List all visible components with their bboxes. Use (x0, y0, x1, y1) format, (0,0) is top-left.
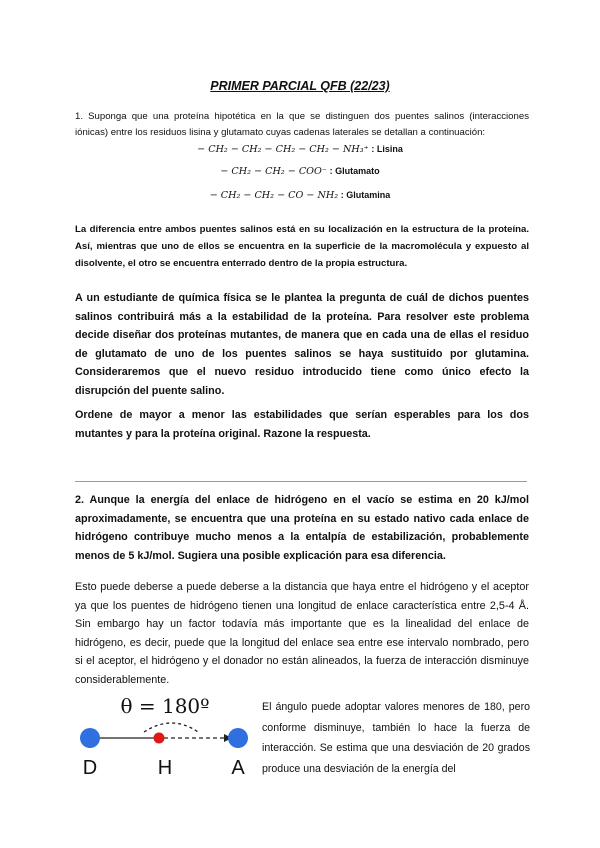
angle-arc (144, 723, 198, 732)
formula-glutamina-label: : Glutamina (340, 190, 391, 200)
hydrogen-bond-svg (72, 688, 262, 808)
label-a: A (231, 757, 245, 779)
q2-answer: Esto puede deberse a puede deberse a la distancia que haya entre el hidrógeno y el aceptor ya que los puentes de hidrógeno tienen una longitud de enlace característica entre 2,5-4 Å. Sin embargo hay un factor todavía más importante que es la linealidad del enlace de hidrógeno, es decir, puede que la longitud del enlace sea entre ese intervalo nombrado, pero si el aceptor, el hidrógeno y el donador no están alineados, la fuerza de interacción disminuye considerablemente. (75, 581, 529, 686)
page-title: PRIMER PARCIAL QFB (22/23) (210, 79, 390, 93)
label-h: H (157, 757, 173, 779)
formula-lisina (150, 144, 450, 155)
formula-glutamina-text: − CH₂ − CH₂ − CO − NH₂ (209, 190, 339, 201)
hydrogen-atom (154, 733, 165, 744)
formula-glutamina (150, 190, 450, 201)
formula-lisina-label: : Lisina (371, 144, 403, 154)
q1-intro: 1. Suponga que una proteína hipotética en la que se distinguen dos puentes salinos (interacciones iónicas) entre los residuos lisina y glutamato cuyas cadenas laterales se detallan a continuación: (75, 111, 529, 138)
q1-paragraph-3: Ordene de mayor a menor las estabilidades que serían esperables para los dos mutantes y para la proteína original. Razone la respuesta. (75, 409, 529, 440)
formula-glutamato-text: − CH₂ − CH₂ − COO⁻ (220, 166, 327, 177)
formula-glutamato-label: : Glutamato (329, 166, 380, 176)
q1-paragraph-2: A un estudiante de química física se le plantea la pregunta de cuál de dichos puentes salinos contribuirá más a la estabilidad de la proteína. Para resolver este problema decide diseñar dos proteínas mutantes, de manera que en cada una de ellas el residuo de glutamato de uno de los puentes salinos se haya sustituido por glutamina. Consideraremos que el nuevo residuo introducido tiene como único efecto la disrupción del puente salino. (75, 292, 529, 397)
angle-label: θ = 180º (120, 694, 210, 718)
q2-question: 2. Aunque la energía del enlace de hidrógeno en el vacío se estima en 20 kJ/mol aproximadamente, se encuentra que una proteína en su estado nativo cada enlace de hidrógeno contribuye mucho menos a la entalpía de estabilización, probablemente menos de 5 kJ/mol. Sugiera una posible explicación para esa diferencia. (75, 494, 529, 562)
section-divider (75, 481, 527, 482)
formula-lisina-text: − CH₂ − CH₂ − CH₂ − CH₂ − NH₃⁺ (197, 144, 369, 155)
hydrogen-bond-diagram (72, 688, 262, 808)
formula-glutamato (150, 166, 450, 177)
q1-paragraph-1: La diferencia entre ambos puentes salinos está en su localización en la estructura de la proteína. Así, mientras que uno de ellos se encuentra en la superficie de la macromolécula y expuesto al disolvente, el otro se encuentra enterrado dentro de la propia estructura. (75, 224, 529, 269)
q2-side-text: El ángulo puede adoptar valores menores de 180, pero conforme disminuye, también lo hace la fuerza de interacción. Se estima que una desviación de 20 grados produce una desviación de la energía del (262, 701, 530, 775)
donor-atom (80, 728, 100, 748)
acceptor-atom (228, 728, 248, 748)
label-d: D (82, 757, 98, 779)
